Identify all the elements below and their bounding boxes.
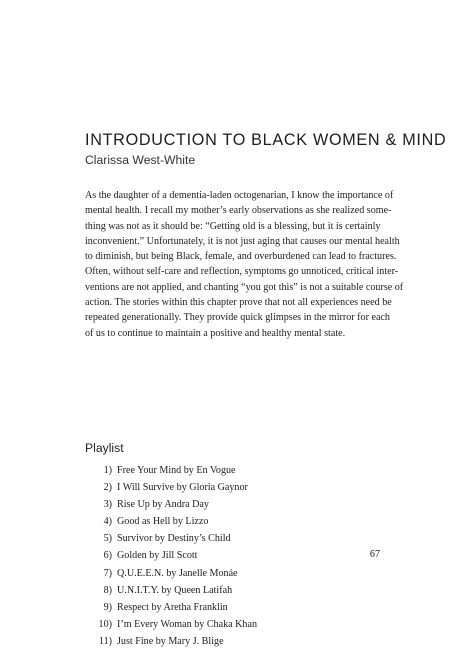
playlist-item-number: 8) xyxy=(103,584,112,596)
page-number: 67 xyxy=(369,549,380,560)
playlist-item xyxy=(85,599,385,616)
playlist-item xyxy=(85,479,385,496)
intro-paragraph xyxy=(85,188,404,341)
playlist-item-number: 3) xyxy=(103,499,112,511)
playlist-item xyxy=(85,633,385,650)
playlist-item-number: 9) xyxy=(103,601,112,613)
playlist-item-song: Q.U.E.E.N. by Janelle Monáe xyxy=(117,567,238,579)
intro-line: Often, without self-care and reflection, symptoms go unnoticed, critical inter- xyxy=(85,266,399,278)
intro-line: of us to continue to maintain a positive and healthy mental state. xyxy=(85,327,346,339)
playlist-item-song: Free Your Mind by En Vogue xyxy=(117,465,236,476)
intro-line: repeated generationally. They provide quick glimpses in the mirror for each xyxy=(85,312,390,324)
playlist-item-number: 5) xyxy=(103,533,112,545)
playlist-item xyxy=(85,496,385,513)
playlist-item xyxy=(85,547,385,564)
playlist-item-song: I Will Survive by Gloria Gaynor xyxy=(117,482,248,494)
playlist-item-song: U.N.I.T.Y. by Queen Latifah xyxy=(117,584,233,596)
playlist-item-number: 11) xyxy=(98,635,112,647)
intro-line: inconvenient.” Unfortunately, it is not just aging that causes our mental health xyxy=(85,235,400,247)
intro-line: ventions are not applied, and chanting “you got this” is not a suitable course of xyxy=(85,281,404,293)
playlist-item-song: Survivor by Destiny’s Child xyxy=(117,533,231,545)
playlist-item-number: 2) xyxy=(103,482,112,494)
intro-line: As the daughter of a dementia-laden octogenarian, I know the importance of xyxy=(85,190,394,201)
playlist-item-number: 6) xyxy=(103,550,112,562)
playlist-heading: Playlist xyxy=(85,441,124,455)
playlist-item-song: Golden by Jill Scott xyxy=(117,550,198,562)
playlist-item xyxy=(85,565,385,582)
playlist-item xyxy=(85,462,385,479)
playlist-item-number: 4) xyxy=(103,516,112,528)
playlist-item xyxy=(85,582,385,599)
playlist-item-song: I’m Every Woman by Chaka Khan xyxy=(117,618,257,630)
playlist-item xyxy=(85,616,385,633)
playlist-item-song: Good as Hell by Lizzo xyxy=(117,516,209,528)
intro-line: to diminish, but being Black, female, and overburdened can lead to fractures. xyxy=(85,251,397,263)
intro-line: action. The stories within this chapter prove that not all experiences need be xyxy=(85,297,392,309)
playlist-item-number: 10) xyxy=(98,618,112,630)
intro-line: mental health. I recall my mother’s early observations as she realized some- xyxy=(85,205,392,217)
intro-line: thing was not as it should be: “Getting old is a blessing, but it is certainly xyxy=(85,220,381,232)
playlist-item-song: Respect by Aretha Franklin xyxy=(117,601,228,613)
playlist-item xyxy=(85,513,385,530)
playlist-item xyxy=(85,530,385,547)
playlist-item-number: 7) xyxy=(103,567,112,579)
playlist xyxy=(85,462,385,650)
playlist-item-number: 1) xyxy=(103,465,112,476)
chapter-title: INTRODUCTION TO BLACK WOMEN & MIND xyxy=(85,131,447,149)
playlist-item-song: Just Fine by Mary J. Blige xyxy=(117,635,224,647)
playlist-item-song: Rise Up by Andra Day xyxy=(117,499,209,511)
chapter-author: Clarissa West-White xyxy=(85,153,196,167)
